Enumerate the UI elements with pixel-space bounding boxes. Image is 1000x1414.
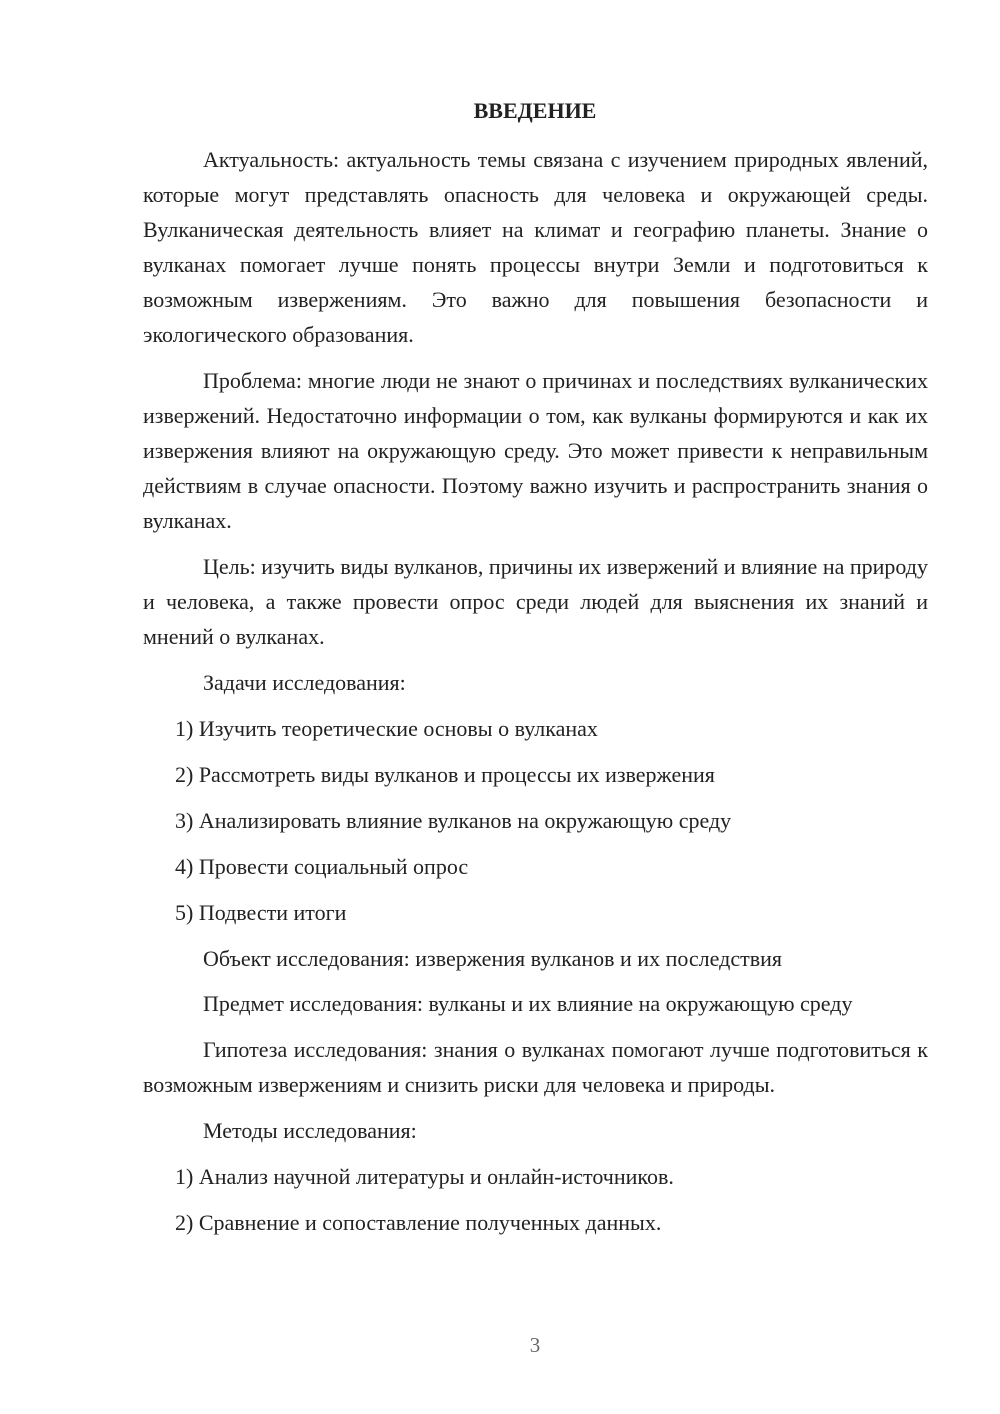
tasks-heading: Задачи исследования: [203, 670, 406, 695]
relevance-paragraph: Актуальность: актуальность темы связана с изучением природных явлений, которые могут представлять опасность для человека и окружающей среды. Вулканическая деятельность влияет на климат и географию планеты. Знание о вулканах помогает лучше понять процессы внутри Земли и подготовиться к возможным извержениям. Это важно для повышения безопасности и экологического образования. [143, 147, 928, 347]
list-item: 5) Подвести итоги [175, 900, 347, 925]
list-item: 1) Изучить теоретические основы о вулканах [175, 716, 598, 741]
list-item: 3) Анализировать влияние вулканов на окружающую среду [175, 808, 732, 833]
list-item: 1) Анализ научной литературы и онлайн-источников. [175, 1164, 674, 1189]
problem-paragraph: Проблема: многие люди не знают о причинах и последствиях вулканических извержений. Недостаточно информации о том, как вулканы формируются и как их извержения влияют на окружающую среду. Это может привести к неправильным действиям в случае опасности. Поэтому важно изучить и распространить знания о вулканах. [143, 368, 928, 533]
page-title: ВВЕДЕНИЕ [473, 98, 597, 123]
list-item: 2) Рассмотреть виды вулканов и процессы их извержения [175, 762, 715, 787]
list-item: 2) Сравнение и сопоставление полученных данных. [175, 1210, 662, 1235]
subject-paragraph: Предмет исследования: вулканы и их влияние на окружающую среду [203, 991, 853, 1016]
methods-list [143, 1159, 928, 1240]
tasks-list [143, 711, 928, 930]
hypothesis-paragraph: Гипотеза исследования: знания о вулканах помогают лучше подготовиться к возможным извержениям и снизить риски для человека и природы. [143, 1037, 928, 1097]
goal-paragraph: Цель: изучить виды вулканов, причины их извержений и влияние на природу и человека, а также провести опрос среди людей для выяснения их знаний и мнений о вулканах. [143, 554, 928, 649]
list-item: 4) Провести социальный опрос [175, 854, 469, 879]
document-body [143, 142, 928, 1251]
object-paragraph: Объект исследования: извержения вулканов и их последствия [203, 946, 782, 971]
page-number: 3 [529, 1333, 541, 1357]
methods-heading: Методы исследования: [203, 1118, 417, 1143]
